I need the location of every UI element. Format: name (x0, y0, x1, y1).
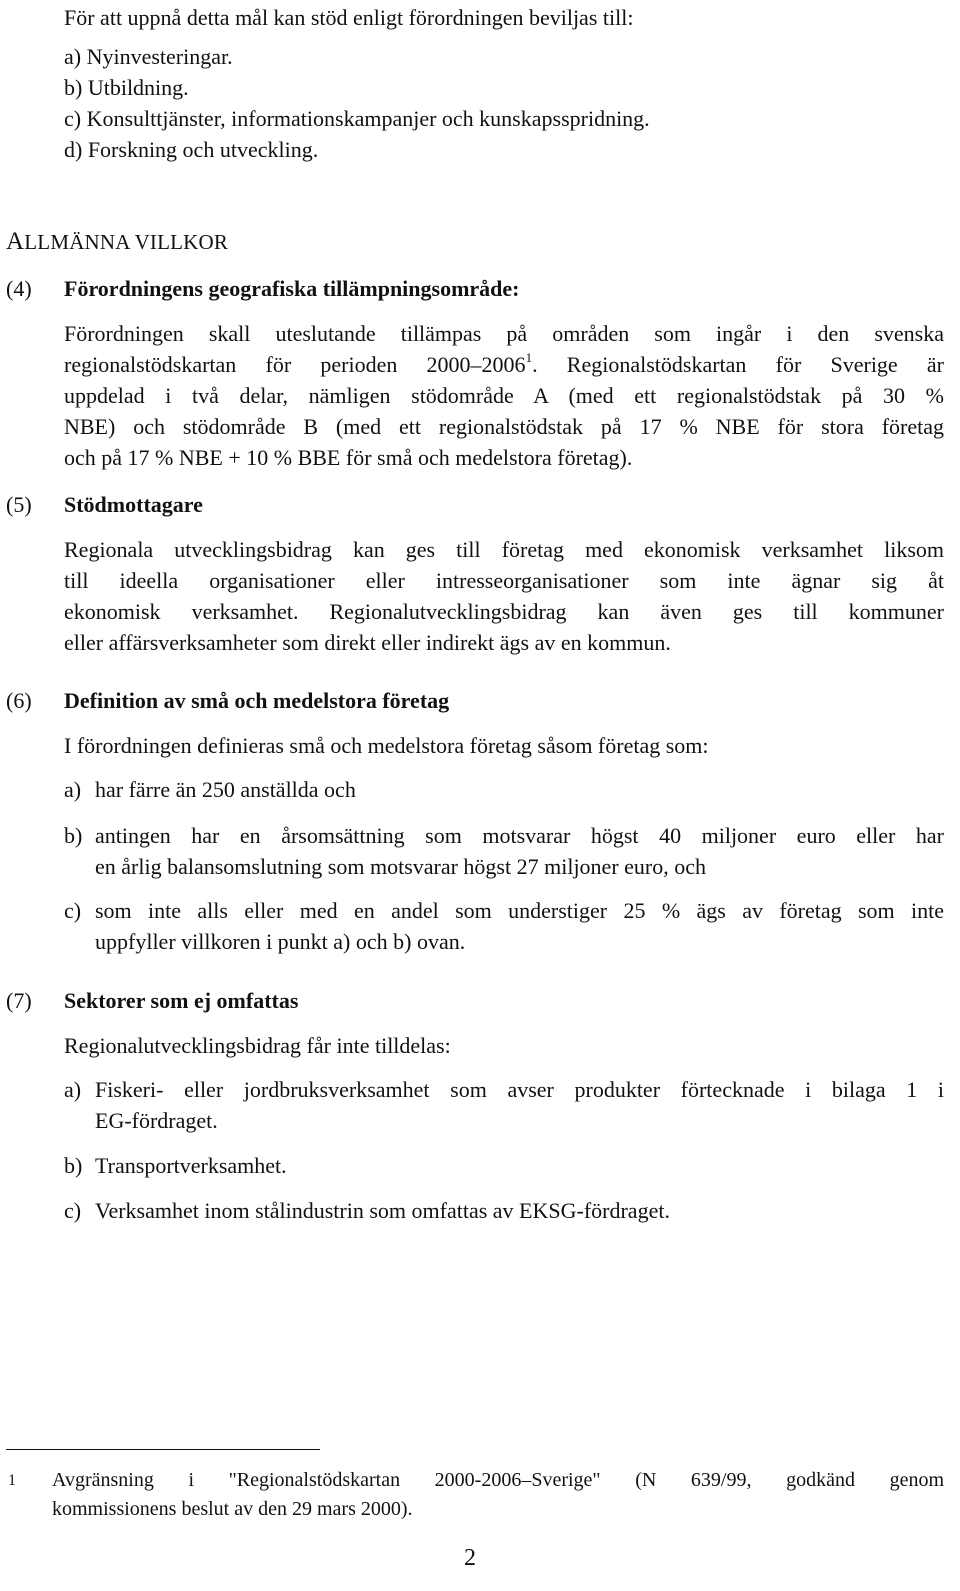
intro-item-d: d) Forskning och utveckling. (64, 137, 319, 162)
section-7-title: Sektorer som ej omfattas (64, 988, 299, 1013)
item-label: c) (64, 898, 82, 923)
footnote-mark: 1 (8, 1472, 16, 1489)
item-text (95, 820, 944, 882)
section-4-line-5: och på 17 % NBE + 10 % BBE för små och medelstora företag). (64, 445, 633, 470)
item-text (95, 774, 944, 805)
item-label: a) (64, 777, 82, 802)
section-4-line-2b: . Regionalstödskartan för Sverige är (532, 352, 945, 377)
footnote-text (52, 1466, 944, 1524)
section-5-number: (5) (6, 492, 32, 517)
item-line: antingen har en årsomsättning som motsvarar högst 40 miljoner euro eller har (95, 823, 944, 848)
footnote-separator (6, 1449, 320, 1450)
footnote-line-2: kommissionens beslut av den 29 mars 2000). (52, 1498, 413, 1520)
item-line: Transportverksamhet. (95, 1153, 287, 1178)
item-label: b) (64, 823, 83, 848)
item-line: som inte alls eller med en andel som understiger 25 % ägs av företag som inte (95, 898, 944, 923)
item-line: EG-fördraget. (95, 1108, 218, 1133)
item-text (95, 895, 944, 957)
section-4-line-4: NBE) och stödområde B (med ett regionalstödstak på 17 % NBE för stora företag (64, 414, 944, 439)
intro-item-a: a) Nyinvesteringar. (64, 44, 233, 69)
section-7-intro (64, 1030, 944, 1061)
item-text (95, 1150, 944, 1181)
section-4-title: Förordningens geografiska tillämpningsområde: (64, 276, 520, 301)
item-label: a) (64, 1077, 82, 1102)
footnote-line-1: Avgränsning i "Regionalstödskartan 2000-2006–Sverige" (N 639/99, godkänd genom (52, 1469, 944, 1491)
section-4-line-3: uppdelad i två delar, nämligen stödområde A (med ett regionalstödstak på 30 % (64, 383, 944, 408)
item-line: uppfyller villkoren i punkt a) och b) ovan. (95, 929, 466, 954)
section-6-title: Definition av små och medelstora företag (64, 688, 450, 713)
item-label: b) (64, 1153, 83, 1178)
item-line: Fiskeri- eller jordbruksverksamhet som avser produkter förtecknade i bilaga 1 i (95, 1077, 944, 1102)
item-line: Verksamhet inom stålindustrin som omfattas av EKSG-fördraget. (95, 1198, 670, 1223)
intro-item-b: b) Utbildning. (64, 75, 189, 100)
section-5-line-1: Regionala utvecklingsbidrag kan ges till företag med ekonomisk verksamhet liksom (64, 537, 944, 562)
section-4-number: (4) (6, 276, 32, 301)
heading-initial: A (6, 228, 25, 255)
section-heading-general (6, 226, 228, 258)
section-5-line-3: ekonomisk verksamhet. Regionalutvecklingsbidrag kan även ges till kommuner (64, 599, 944, 624)
section-6-intro (64, 730, 944, 761)
section-4-line-2a: regionalstödskartan för perioden 2000–2006 (64, 352, 526, 377)
item-label: c) (64, 1198, 82, 1223)
intro-item-c: c) Konsulttjänster, informationskampanjer och kunskapsspridning. (64, 106, 650, 131)
section-7-number: (7) (6, 988, 32, 1013)
section-4-body (64, 318, 944, 473)
item-line: har färre än 250 anställda och (95, 777, 356, 802)
section-5-title: Stödmottagare (64, 492, 203, 517)
intro-lead: För att uppnå detta mål kan stöd enligt förordningen beviljas till: (64, 5, 634, 30)
section-6-number: (6) (6, 688, 32, 713)
item-text (95, 1074, 944, 1136)
item-line: en årlig balansomslutning som motsvarar högst 27 miljoner euro, och (95, 854, 707, 879)
footnote-ref-1: 1 (525, 349, 533, 365)
section-4-line-1: Förordningen skall uteslutande tillämpas på områden som ingår i den svenska (64, 321, 944, 346)
item-text (95, 1195, 944, 1226)
section-7-intro-text: Regionalutvecklingsbidrag får inte tilldelas: (64, 1033, 451, 1058)
page-number: 2 (464, 1545, 476, 1571)
section-5-body (64, 534, 944, 658)
intro-list (64, 41, 944, 165)
section-5-line-2: till ideella organisationer eller intresseorganisationer som inte ägnar sig åt (64, 568, 944, 593)
section-5-line-4: eller affärsverksamheter som direkt eller indirekt ägs av en kommun. (64, 630, 671, 655)
section-6-intro-text: I förordningen definieras små och medelstora företag såsom företag som: (64, 733, 709, 758)
heading-rest: LLMÄNNA VILLKOR (24, 230, 229, 254)
section-4-line-2 (64, 349, 944, 380)
